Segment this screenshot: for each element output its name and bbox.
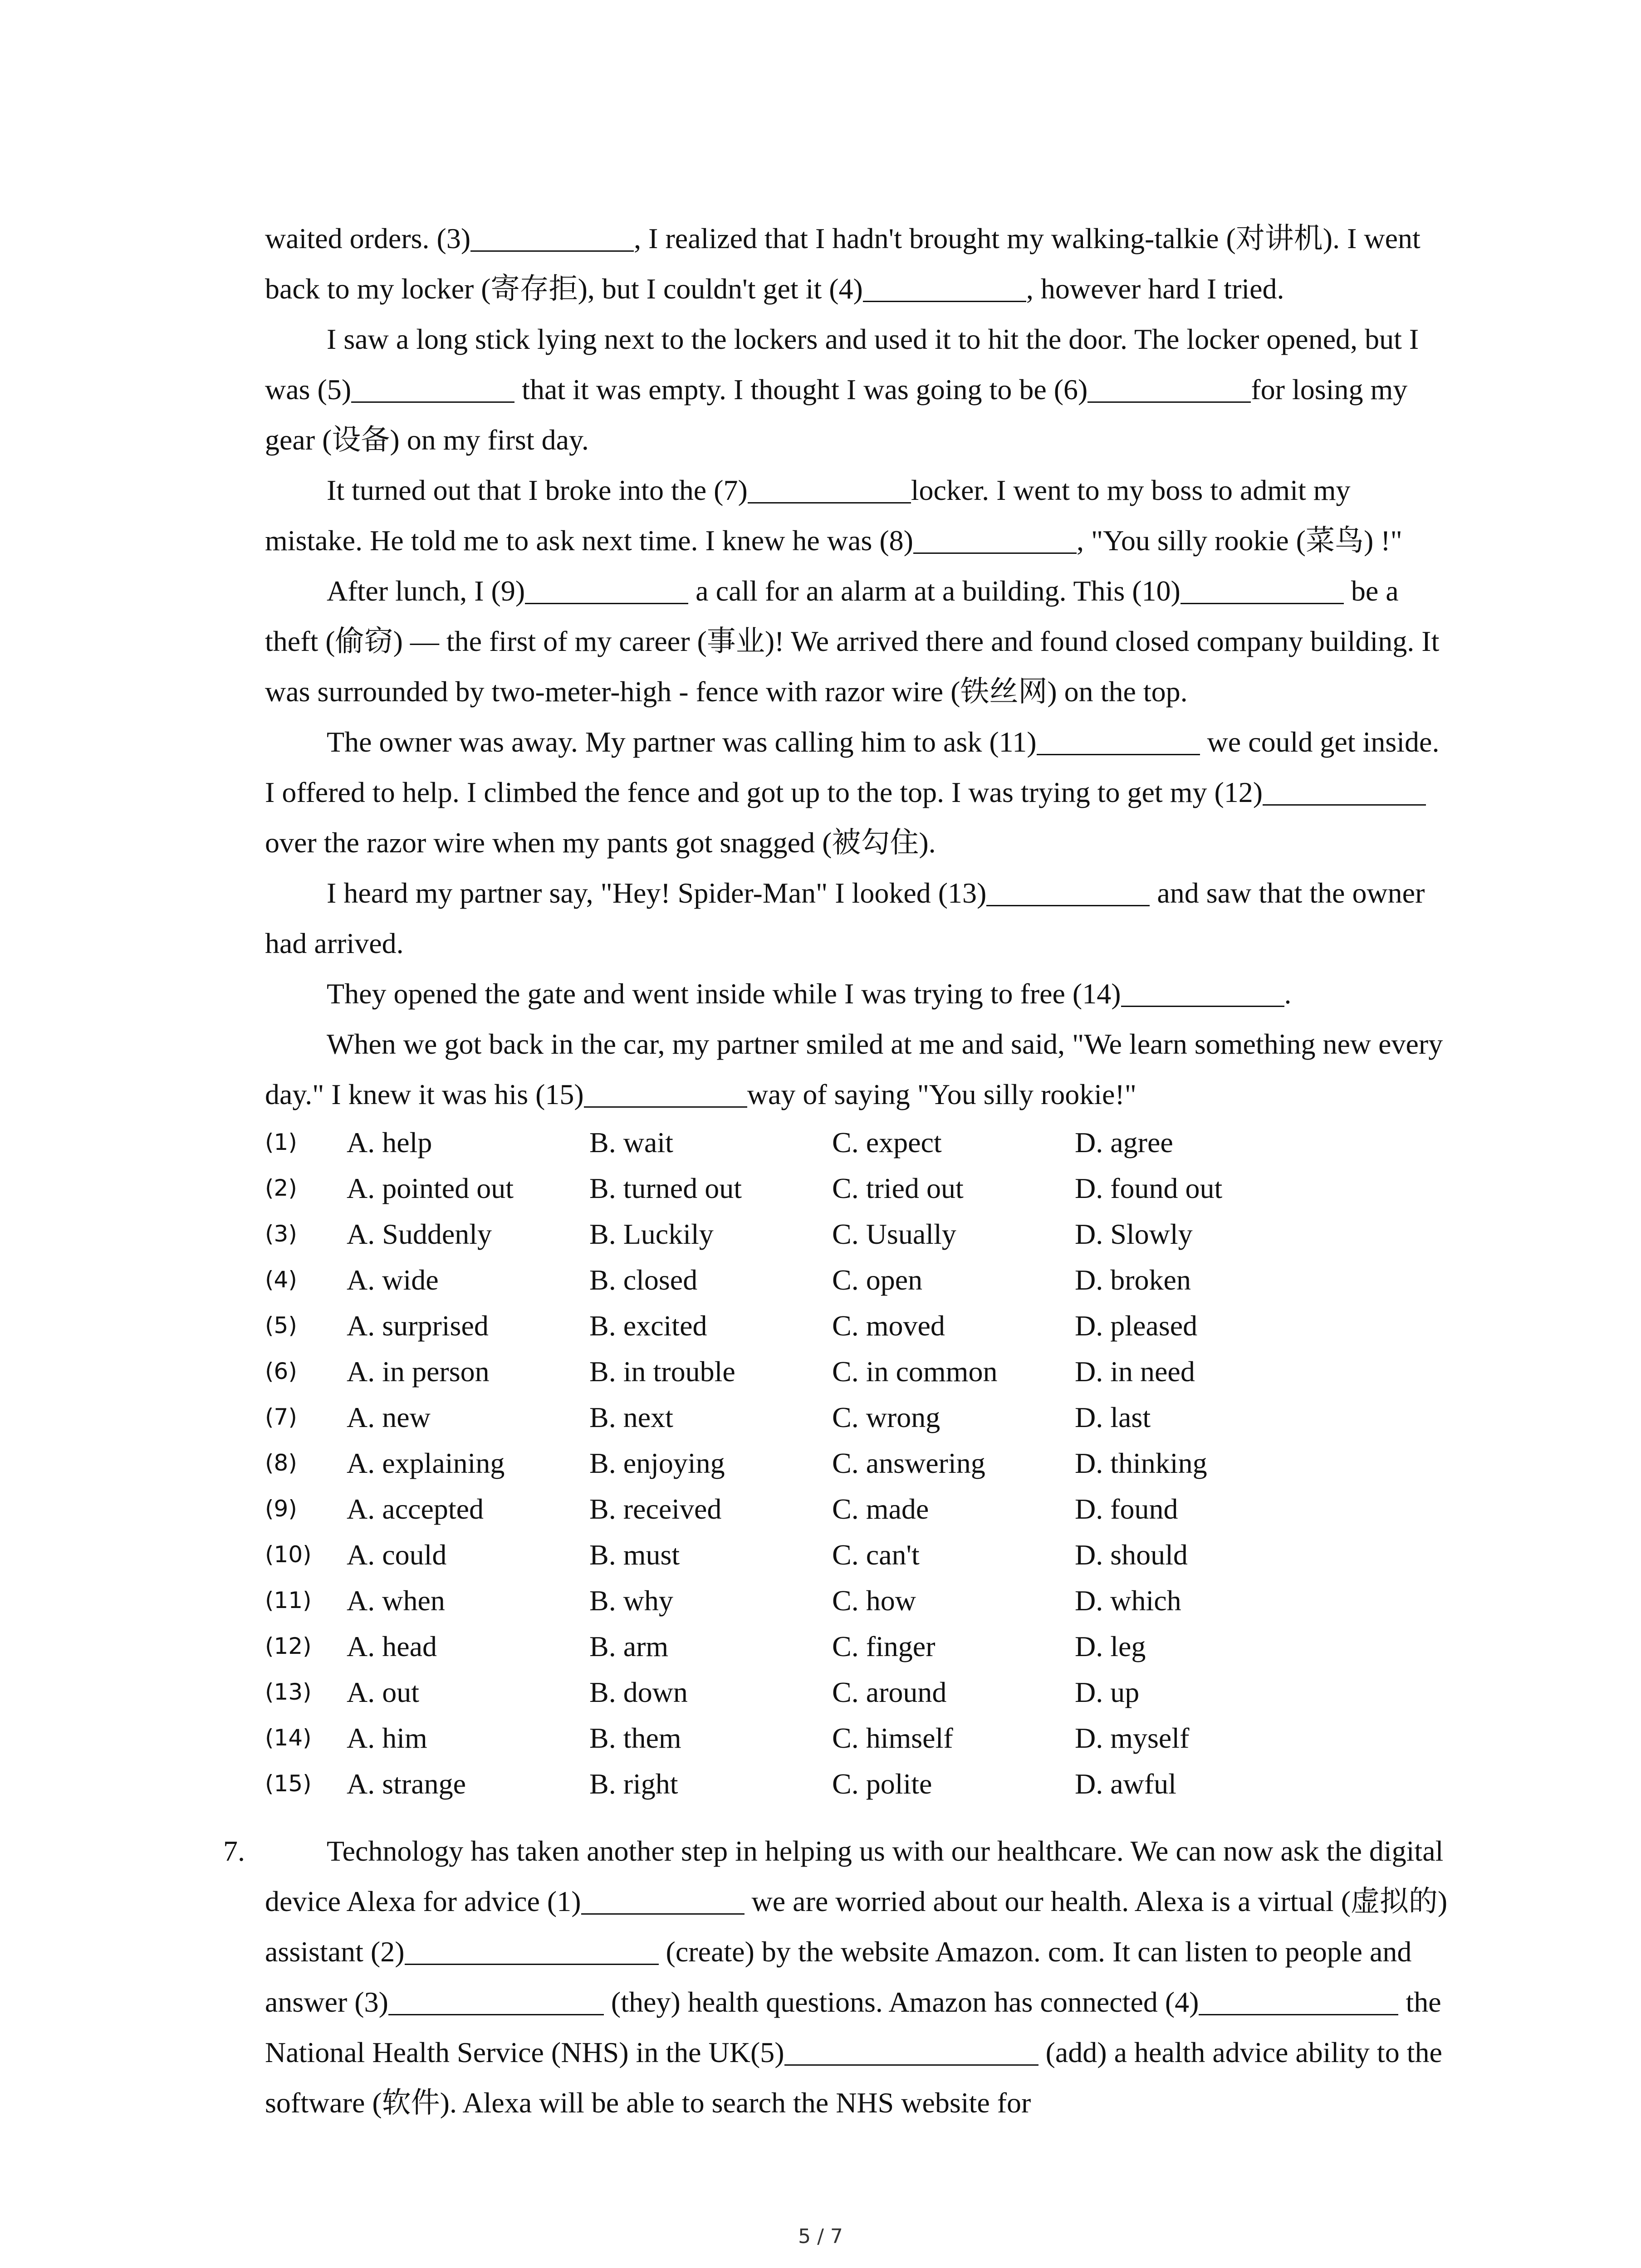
option-row: [265, 1669, 1454, 1715]
text: the National Health Service (NHS) in the UK(5): [265, 1986, 1441, 2068]
text: After lunch, I (9): [327, 575, 525, 607]
blank-5: [351, 372, 514, 403]
option-c: C. moved: [832, 1310, 945, 1342]
option-c: C. wrong: [832, 1401, 941, 1433]
option-number: (2): [265, 1175, 297, 1201]
option-c: C. expect: [832, 1126, 942, 1158]
question-number: 7.: [223, 1835, 245, 1867]
option-a: A. him: [347, 1722, 427, 1754]
blank-11: [1037, 725, 1200, 755]
option-row: [265, 1257, 1454, 1303]
option-d: D. broken: [1075, 1264, 1191, 1296]
option-number: (13): [265, 1679, 312, 1705]
text: They opened the gate and went inside while I was trying to free (14): [327, 978, 1121, 1010]
option-c: C. in common: [832, 1355, 998, 1388]
option-number: (9): [265, 1496, 297, 1522]
blank-14: [1121, 977, 1284, 1007]
blank-10: [1181, 574, 1344, 604]
text: we could get inside. I offered to help. I climbed the fence and got up to the top. I was trying to get my (12): [265, 726, 1440, 808]
option-b: B. wait: [589, 1126, 673, 1158]
blank-4: [1199, 1985, 1398, 2015]
text: way of saying "You silly rookie!": [747, 1078, 1136, 1110]
option-a: A. out: [347, 1676, 419, 1708]
option-b: B. why: [589, 1584, 673, 1617]
text: , however hard I tried.: [1026, 273, 1284, 305]
text: (they) health questions. Amazon has connected (4): [603, 1986, 1199, 2018]
text: When we got back in the car, my partner smiled at me and said, "We learn something new every day." I knew it was his (15): [265, 1028, 1443, 1110]
option-c: C. Usually: [832, 1218, 956, 1250]
option-b: B. closed: [589, 1264, 698, 1296]
text: and saw that the owner had arrived.: [265, 877, 1425, 959]
text: waited orders. (3): [265, 222, 471, 254]
passage-paragraph-8: [265, 1019, 1454, 1119]
document-body: [223, 213, 1454, 2128]
option-d: D. in need: [1075, 1355, 1195, 1388]
option-number: (15): [265, 1770, 312, 1797]
option-b: B. down: [589, 1676, 688, 1708]
text: The owner was away. My partner was calling him to ask (11): [327, 726, 1037, 758]
option-b: B. turned out: [589, 1172, 742, 1204]
option-a: A. in person: [347, 1355, 490, 1388]
option-row: [265, 1394, 1454, 1440]
blank-6: [1087, 372, 1251, 403]
text: It turned out that I broke into the (7): [327, 474, 748, 506]
passage-paragraph-5: [265, 717, 1454, 868]
option-row: [265, 1532, 1454, 1578]
option-b: B. Luckily: [589, 1218, 714, 1250]
option-a: A. new: [347, 1401, 431, 1433]
option-row: [265, 1486, 1454, 1532]
option-c: C. himself: [832, 1722, 953, 1754]
question-7: [223, 1826, 1454, 2128]
option-d: D. leg: [1075, 1630, 1146, 1662]
text: I heard my partner say, "Hey! Spider-Man" I looked (13): [327, 877, 987, 909]
option-a: A. accepted: [347, 1493, 484, 1525]
text: a call for an alarm at a building. This (10): [688, 575, 1181, 607]
passage-paragraph-1: [265, 213, 1454, 314]
option-a: A. wide: [347, 1264, 439, 1296]
passage-paragraph-2: [265, 314, 1454, 465]
option-a: A. surprised: [347, 1310, 489, 1342]
option-c: C. made: [832, 1493, 929, 1525]
question-7-paragraph: [265, 1826, 1454, 2128]
option-number: (3): [265, 1221, 297, 1247]
option-row: [265, 1119, 1454, 1165]
option-row: [265, 1211, 1454, 1257]
option-a: A. head: [347, 1630, 437, 1662]
passage-paragraph-4: [265, 566, 1454, 717]
option-d: D. found out: [1075, 1172, 1223, 1204]
option-b: B. arm: [589, 1630, 669, 1662]
option-number: (1): [265, 1129, 297, 1155]
option-b: B. must: [589, 1539, 680, 1571]
option-row: [265, 1349, 1454, 1394]
option-d: D. last: [1075, 1401, 1151, 1433]
text: , "You silly rookie (菜鸟) !": [1076, 524, 1402, 557]
option-d: D. myself: [1075, 1722, 1190, 1754]
text: over the razor wire when my pants got snagged (被勾住).: [265, 826, 936, 859]
option-c: C. finger: [832, 1630, 936, 1662]
option-c: C. how: [832, 1584, 916, 1617]
option-c: C. answering: [832, 1447, 985, 1479]
option-b: B. received: [589, 1493, 722, 1525]
option-number: (10): [265, 1541, 312, 1568]
option-d: D. Slowly: [1075, 1218, 1193, 1250]
option-a: A. pointed out: [347, 1172, 514, 1204]
option-row: [265, 1440, 1454, 1486]
page-number: 5 / 7: [798, 2225, 843, 2248]
option-number: (14): [265, 1725, 312, 1751]
option-b: B. next: [589, 1401, 673, 1433]
text: be a theft (偷窃) — the first of my career (事业)! We arrived there and found closed company building. It was surrounded by two-meter-high - fence with razor wire (铁丝网) on the top.: [265, 575, 1440, 708]
option-a: A. strange: [347, 1768, 466, 1800]
option-b: B. right: [589, 1768, 678, 1800]
option-d: D. up: [1075, 1676, 1140, 1708]
text: for losing my gear (设备) on my first day.: [265, 373, 1408, 456]
text: (create) by the website Amazon. com. It can listen to people and answer (3): [265, 1936, 1412, 2018]
option-row: [265, 1623, 1454, 1669]
option-c: C. polite: [832, 1768, 932, 1800]
blank-5: [784, 2035, 1038, 2066]
blank-3: [470, 221, 634, 252]
option-a: A. Suddenly: [347, 1218, 492, 1250]
option-d: D. awful: [1075, 1768, 1176, 1800]
option-a: A. when: [347, 1584, 445, 1617]
option-d: D. agree: [1075, 1126, 1173, 1158]
option-a: A. could: [347, 1539, 447, 1571]
option-d: D. found: [1075, 1493, 1178, 1525]
option-c: C. open: [832, 1264, 923, 1296]
blank-3: [388, 1985, 604, 2015]
option-d: D. which: [1075, 1584, 1181, 1617]
option-c: C. around: [832, 1676, 947, 1708]
text: .: [1284, 978, 1292, 1010]
option-row: [265, 1715, 1454, 1761]
blank-2: [405, 1935, 659, 1965]
text: we are worried about our health. Alexa is a virtual (虚拟的) assistant (2): [265, 1885, 1448, 1968]
option-a: A. help: [347, 1126, 432, 1158]
text: Technology has taken another step in helping us with our healthcare. We can now ask the digital device Alexa for advice (1): [265, 1835, 1444, 1917]
option-number: (8): [265, 1450, 297, 1476]
blank-8: [913, 523, 1077, 554]
option-d: D. should: [1075, 1539, 1188, 1571]
option-number: (7): [265, 1404, 297, 1430]
text: locker. I went to my boss to admit my mistake. He told me to ask next time. I knew he was (8): [265, 474, 1351, 557]
blank-9: [525, 574, 688, 604]
option-number: (6): [265, 1358, 297, 1384]
passage-paragraph-7: [265, 968, 1454, 1019]
option-b: B. enjoying: [589, 1447, 725, 1479]
blank-4: [863, 272, 1026, 302]
option-row: [265, 1578, 1454, 1623]
option-row: [265, 1303, 1454, 1349]
blank-15: [584, 1077, 747, 1108]
text: , I realized that I hadn't brought my walking-talkie (对讲机). I went back to my locker (寄存拒), but I couldn't get it (4): [265, 222, 1421, 305]
option-number: (11): [265, 1587, 312, 1613]
blank-7: [748, 473, 911, 503]
option-b: B. in trouble: [589, 1355, 735, 1388]
option-row: [265, 1761, 1454, 1807]
option-number: (4): [265, 1266, 297, 1293]
option-number: (5): [265, 1312, 297, 1339]
option-number: (12): [265, 1633, 312, 1659]
option-b: B. them: [589, 1722, 681, 1754]
passage-paragraph-6: [265, 868, 1454, 968]
text: that it was empty. I thought I was going to be (6): [514, 373, 1088, 406]
option-b: B. excited: [589, 1310, 707, 1342]
option-d: D. pleased: [1075, 1310, 1198, 1342]
options-table: [265, 1119, 1454, 1807]
option-c: C. can't: [832, 1539, 920, 1571]
blank-1: [581, 1884, 745, 1915]
passage-paragraph-3: [265, 465, 1454, 566]
text: (add) a health advice ability to the software (软件). Alexa will be able to search the NHS website for: [265, 2036, 1442, 2119]
blank-13: [986, 876, 1150, 906]
option-a: A. explaining: [347, 1447, 505, 1479]
option-d: D. thinking: [1075, 1447, 1207, 1479]
blank-12: [1263, 775, 1426, 806]
text: I saw a long stick lying next to the lockers and used it to hit the door. The locker opened, but I was (5): [265, 323, 1419, 406]
option-row: [265, 1165, 1454, 1211]
option-c: C. tried out: [832, 1172, 964, 1204]
